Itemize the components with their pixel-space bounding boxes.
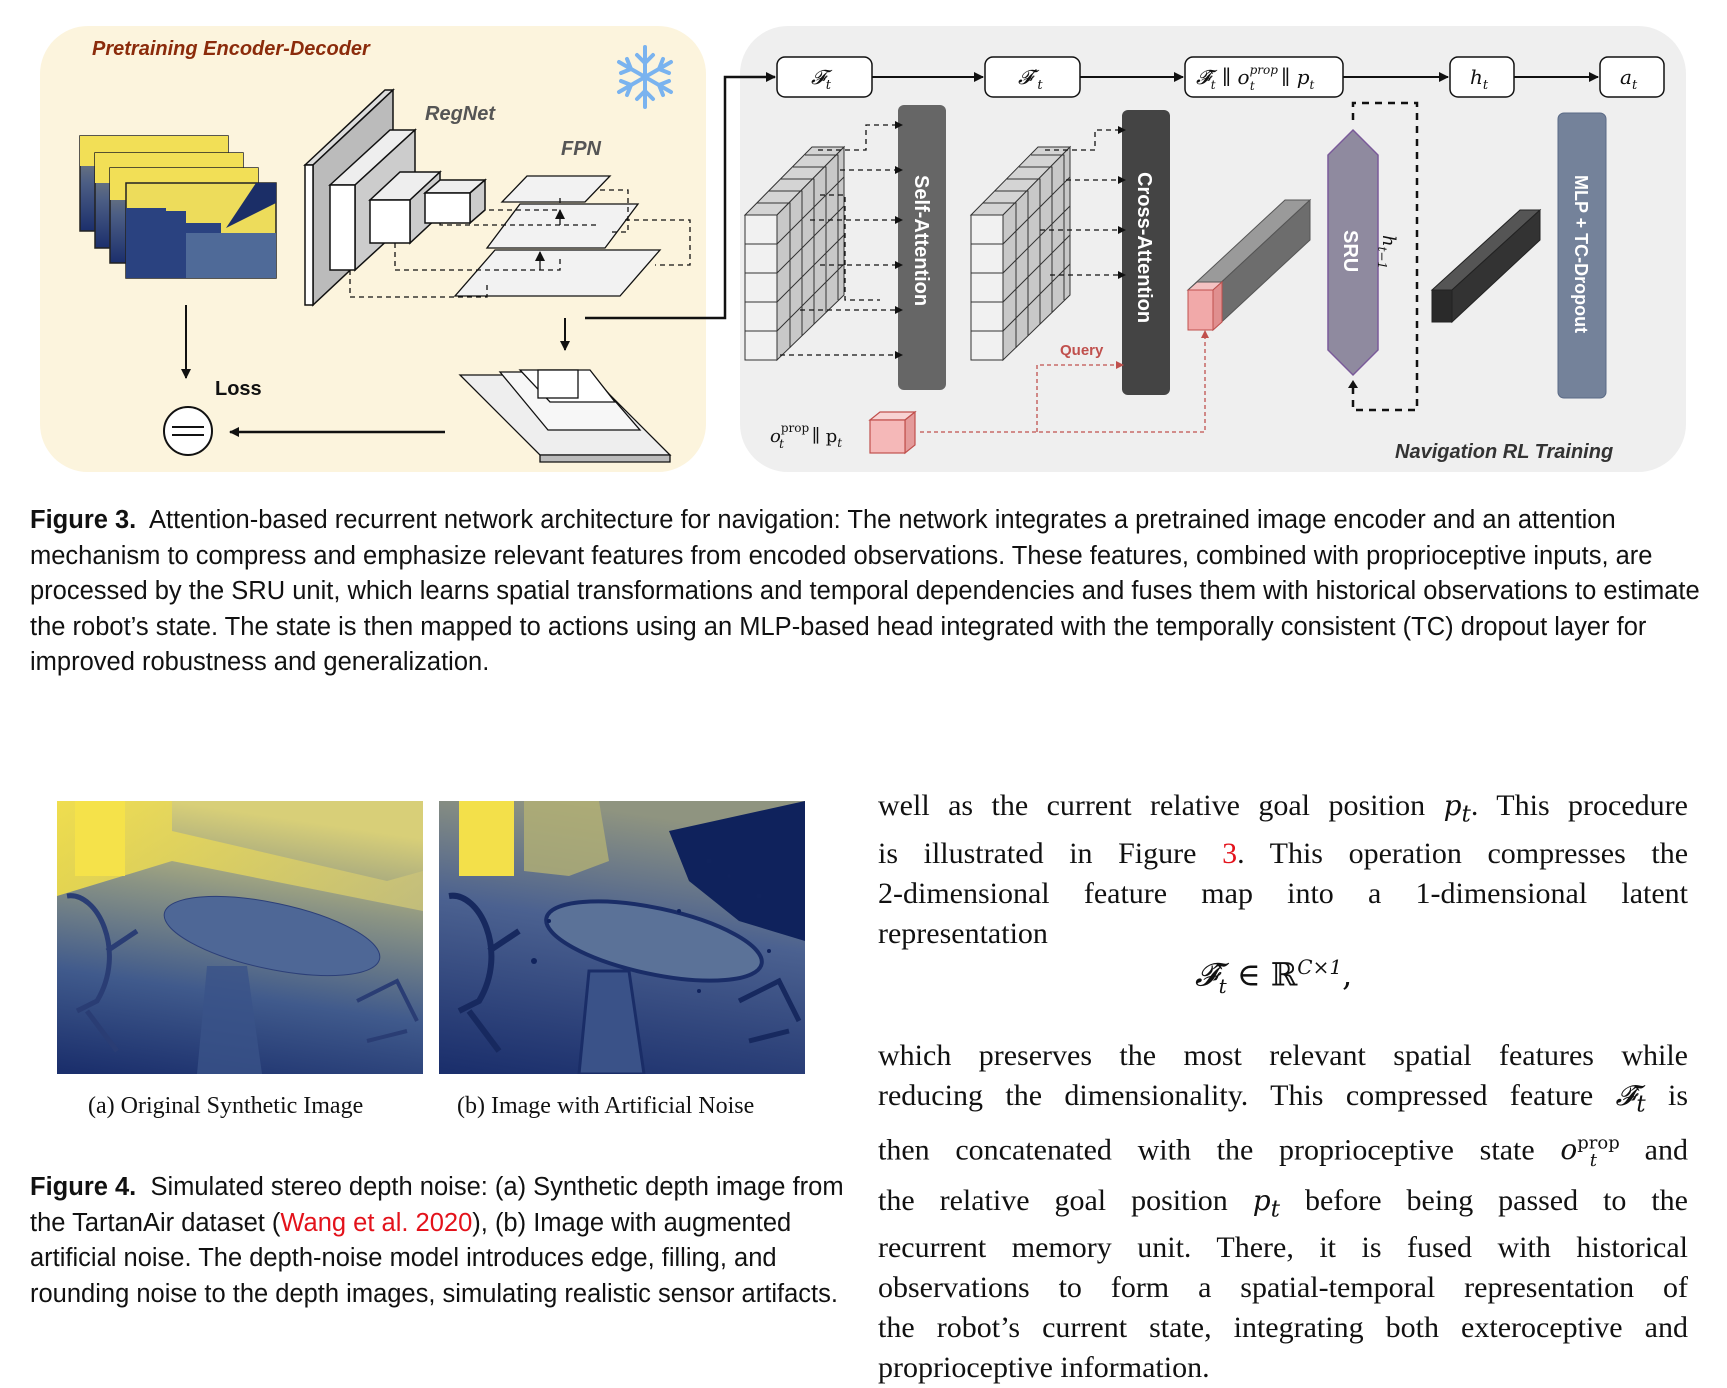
fpn-label: FPN xyxy=(561,138,601,160)
figure-4-caption xyxy=(30,1170,850,1312)
p1-line-3: 2-dimensional feature map into a 1-dimensional latent xyxy=(878,876,1688,910)
p2-line-4: the relative goal position $p_t$ before being passed to the xyxy=(878,1183,1688,1223)
subcaption-b: (b) Image with Artificial Noise xyxy=(457,1093,755,1119)
figure-4-caption-text-a: Simulated stereo depth noise: (a) Synthetic depth image from the TartanAir dataset ( xyxy=(30,1173,844,1237)
figure-3-caption-text: Attention-based recurrent network architecture for navigation: The network integrates a pretrained image encoder and an attention mechanism to compress and emphasize relevant features from encoded observations. These features, combined with proprioceptive inputs, are processed by the SRU unit, which learns spatial transformations and temporal dependencies and fuses them with historical observations to estimate the robot’s state. The state is then mapped to actions using an MLP-based head integrated with the temporally consistent (TC) dropout layer for improved robustness and generalization. xyxy=(30,506,1700,676)
p2-line-6: observations to form a spatial-temporal representation of xyxy=(878,1271,1688,1305)
figure-3-label: Figure 3. xyxy=(30,506,137,534)
p2-line-5: recurrent memory unit. There, it is fused with historical xyxy=(878,1231,1688,1265)
svg-text:𝓕′t: $𝓕'_t$ xyxy=(1018,65,1043,93)
equation: $𝓕̂_t$ ∈ ℝ$^{C\times 1}$, xyxy=(1195,955,1353,999)
figure-3-diagram xyxy=(0,0,1727,490)
paragraph-1 xyxy=(878,786,1688,954)
svg-text:ht: $h_t$ xyxy=(1470,65,1489,93)
figure-ref-link[interactable]: 3 xyxy=(1222,836,1238,870)
svg-text:𝓕t: 𝓕$_t$ xyxy=(811,65,831,93)
p2-line-7: the robot’s current state, integrating both exteroceptive and xyxy=(878,1311,1688,1345)
mlp-label: MLP + TC-Dropout xyxy=(1571,175,1591,334)
loss-label: Loss xyxy=(215,378,262,400)
svg-text:𝓕̂t ∥ opropt ∥ pt: $𝓕̂_t$ ∥ $o^{prop}$ t ∥ $p_t$ xyxy=(1196,63,1315,93)
paragraph-2 xyxy=(878,1036,1688,1388)
query-label: Query xyxy=(1060,342,1104,359)
regnet-label: RegNet xyxy=(425,103,496,125)
figure-4-label: Figure 4. xyxy=(30,1173,137,1201)
self-attention-label: Self-Attention xyxy=(910,175,932,307)
navigation-title: Navigation RL Training xyxy=(1395,441,1614,463)
figure-3-caption xyxy=(30,503,1700,681)
citation-link[interactable]: Wang et al. 2020 xyxy=(280,1208,473,1237)
sru-label: SRU xyxy=(1339,230,1361,273)
p2-line-2: reducing the dimensionality. This compressed feature $𝓕̂_t$ is xyxy=(878,1079,1689,1118)
original-synthetic-image xyxy=(57,801,423,1074)
p2-line-1: which preserves the most relevant spatial features while xyxy=(878,1039,1688,1072)
p1-line-2: is illustrated in Figure 3. This operation compresses the xyxy=(878,836,1689,870)
p1-line-4: representation xyxy=(878,916,1048,950)
proprio-input-label: $o^{prop}$ t ∥ $p_t$ xyxy=(770,421,843,451)
p1-line-1: well as the current relative goal position $p_t$. This procedure xyxy=(878,789,1688,828)
cross-attention-label: Cross-Attention xyxy=(1133,172,1155,324)
subcaption-a: (a) Original Synthetic Image xyxy=(88,1093,364,1119)
pretraining-title: Pretraining Encoder-Decoder xyxy=(92,38,370,60)
loss-icon xyxy=(164,407,212,455)
p2-line-3: then concatenated with the proprioceptive state $o^{prop}_t$ and xyxy=(878,1132,1688,1171)
svg-text:at: $a_t$ xyxy=(1620,65,1638,93)
noisy-depth-image xyxy=(439,801,805,1074)
h-prev-label: $h_{t-1}$ xyxy=(1375,235,1399,270)
p2-line-8: proprioceptive information. xyxy=(878,1351,1210,1385)
proprio-input-cube xyxy=(870,412,915,453)
figure-4-caption-text-b: ), (b) Image with augmented artificial noise. The depth-noise model introduces edge, filling, and rounding noise to the depth images, simulating realistic sensor artifacts. xyxy=(30,1208,838,1308)
